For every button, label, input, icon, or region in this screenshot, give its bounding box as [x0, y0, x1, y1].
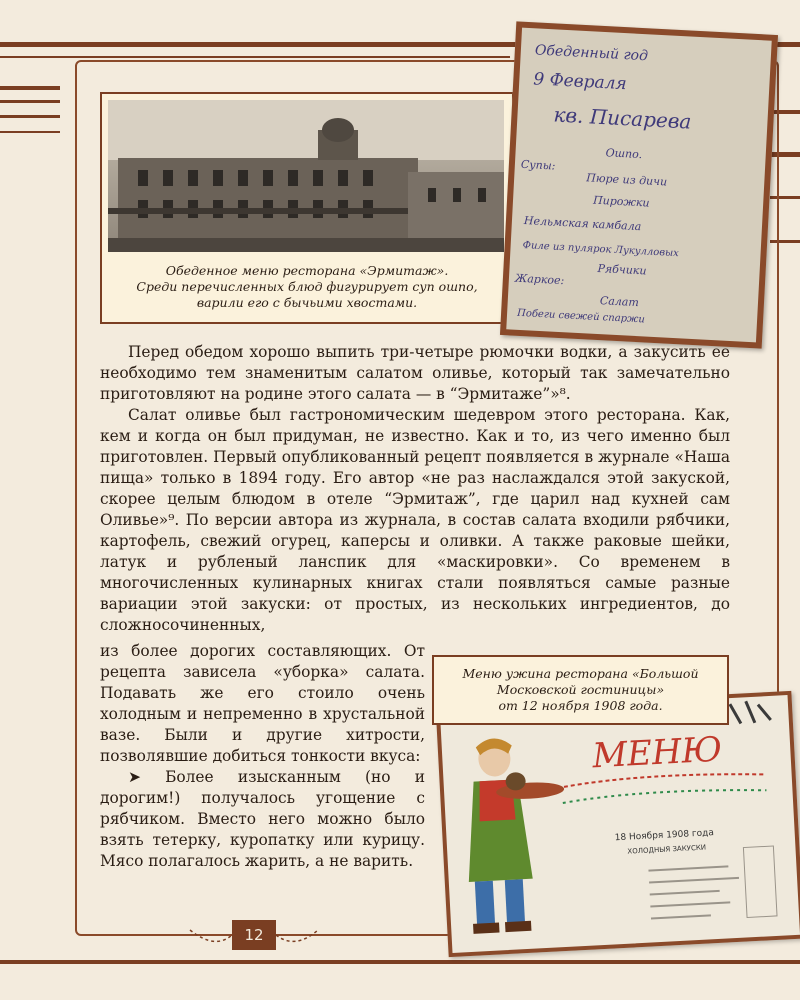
menu-card-line: Рябчики	[597, 261, 647, 278]
left-stripe-3	[0, 115, 60, 118]
left-stripe-4	[0, 131, 60, 133]
body-paragraph-2: Салат оливье был гастрономическим шедевром этого ресторана. Как, кем и когда он был придуман, не известно. Как и то, из чего именно был приготовлен. Первый опубликованный рецепт появляется в журнале «Наша пища» только в 1894 году. Его автор «не раз наслаждался этой закуской, скорее целым блюдом в отеле “Эрмитаж”, где царил над кухней сам Оливье»⁹. По версии автора из журнала, в состав салата входили рябчики, картофель, свежий огурец, каперсы и оливки. А также раковые шейки, латук и рубленый ланспик для «маскировки». Со временем в многочисленных кулинарных книгах стали появляться самые разные вариации этой закуски: от простых, из нескольких ингредиентов, до сложносочиненных,	[100, 406, 730, 634]
hermitage-photo-box	[100, 92, 514, 324]
menu2-date: 18 Ноября 1908 года	[614, 828, 715, 844]
photo-caption-line3: варили его с бычьими хвостами.	[196, 295, 418, 310]
menu-card-line: Нельмская камбала	[523, 214, 642, 234]
menu-card-line: Обеденный год	[534, 42, 649, 65]
menu2-caption	[432, 655, 729, 725]
top-stripe-2	[0, 56, 510, 58]
bullet-paragraph	[100, 767, 425, 872]
photo-caption-line1: Обеденное меню ресторана «Эрмитаж».	[165, 263, 449, 278]
menu-card-line: 9 Февраля	[532, 69, 628, 95]
handwritten-menu-text	[507, 28, 760, 330]
menu-card-line: Жаркое:	[514, 271, 565, 288]
menu-card-line: Пирожки	[592, 193, 650, 210]
menu-card-line: Ошпо.	[605, 146, 643, 162]
hermitage-building-photo	[108, 100, 504, 252]
woman-figure	[461, 735, 571, 934]
body-paragraph-1: Перед обедом хорошо выпить три-четыре рюмочки водки, а закусить ее необходимо тем знаменитым салатом оливье, который так замечательно приготовляют на родине этого салата — в “Эрмитаже”»⁸.	[100, 343, 730, 403]
menu-card-line: кв. Писарева	[552, 102, 692, 134]
menu2-illustration	[440, 695, 792, 944]
moscow-hotel-menu-photo	[436, 691, 800, 957]
building-illustration	[108, 100, 504, 252]
bullet-arrow-icon: ➤	[128, 768, 141, 786]
menu2-title: МЕНЮ	[591, 729, 724, 777]
page-number: 12	[232, 920, 276, 950]
photo-caption-line2: Среди перечисленных блюд фигурирует суп ошпо,	[136, 279, 478, 294]
menu2-caption-line2: Московской гостиницы»	[496, 682, 665, 697]
menu-card-line: Филе из пулярок Лукулловых	[522, 240, 680, 260]
menu-card-line: Салат	[599, 294, 640, 310]
body-text	[100, 342, 730, 636]
bottom-stripe	[0, 960, 800, 964]
left-column-paragraph: из более дорогих составляющих. От рецепта зависела «уборка» салата. Подавать же его стоило очень холодным и непременно в хрустальной вазе. Были и другие хитрости, позволявшие добиться тонкости вкуса:	[100, 642, 425, 765]
menu2-subtitle: ХОЛОДНЫЯ ЗАКУСКИ	[627, 843, 707, 856]
menu2-caption-line3: от 12 ноября 1908 года.	[498, 698, 663, 713]
left-stripe-2	[0, 100, 60, 103]
menu-card-line: Супы:	[520, 157, 556, 173]
photo-caption	[108, 258, 506, 316]
bullet-text: Более изысканным (но и дорогим!) получалось угощение с рябчиком. Вместо него можно было взять тетерку, куропатку или курицу. Мясо полагалось жарить, а не варить.	[100, 768, 425, 870]
left-column-text	[100, 641, 425, 872]
left-stripe-1	[0, 86, 60, 90]
menu2-caption-line1: Меню ужина ресторана «Большой	[462, 666, 699, 681]
menu-card-line: Пюре из дичи	[585, 171, 668, 189]
handwritten-menu-card	[500, 21, 778, 348]
menu-card-line: Побеги свежей спаржи	[516, 307, 646, 326]
